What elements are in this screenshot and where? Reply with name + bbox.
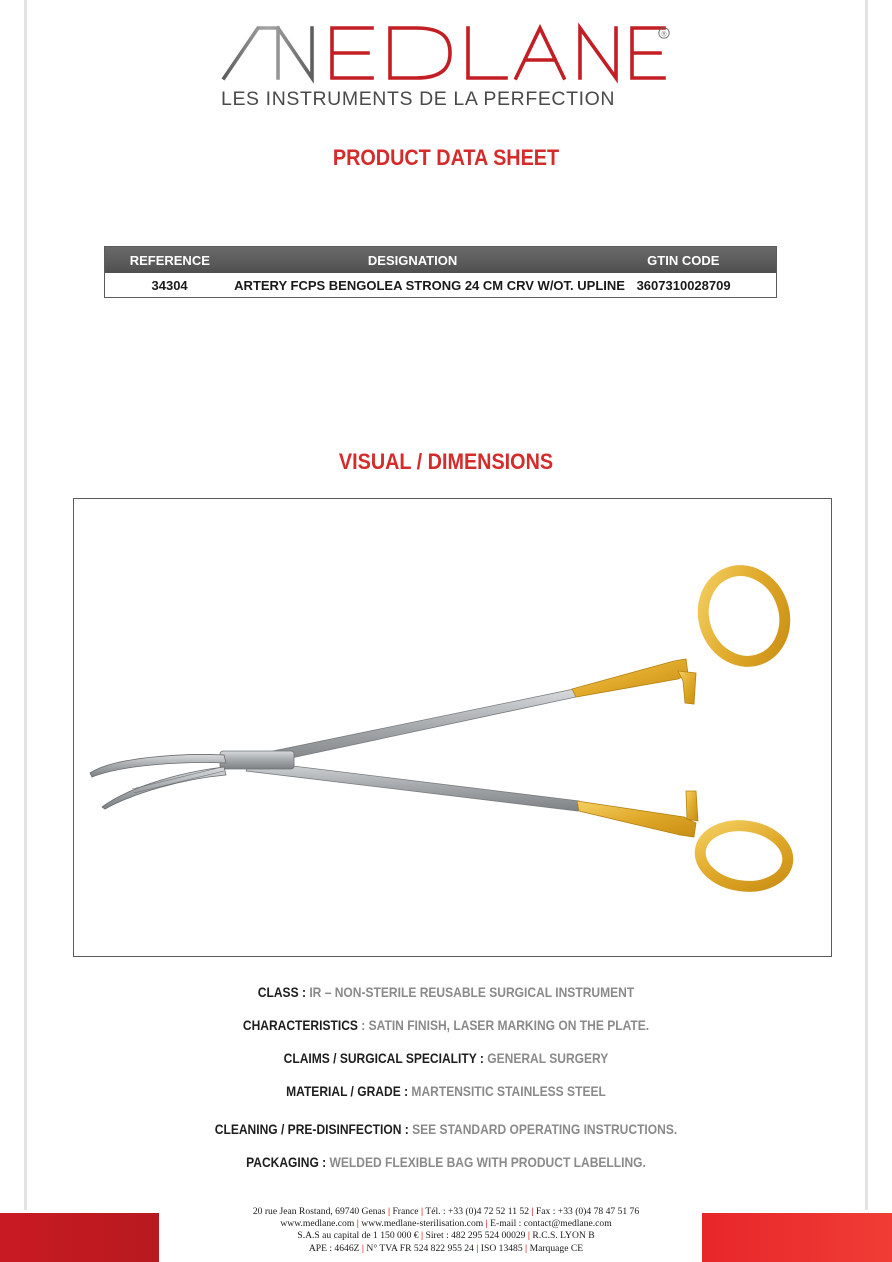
footer-registration-line: APE : 4646Z | N° TVA FR 524 822 955 24 | ISO 13485 | Marquage CE — [308, 1242, 584, 1254]
email-link[interactable]: E-mail : contact@medlane.com — [490, 1218, 612, 1230]
spec-claims: CLAIMS / SURGICAL SPECIALITY : GENERAL SURGERY — [283, 1050, 609, 1066]
header-reference: REFERENCE — [129, 252, 210, 268]
cell-designation: ARTERY FCPS BENGOLEA STRONG 24 CM CRV W/OT. UPLINE — [234, 277, 625, 293]
header-designation: DESIGNATION — [367, 252, 458, 268]
brand-tagline: LES INSTRUMENTS DE LA PERFECTION — [221, 88, 616, 110]
page-border-right — [865, 0, 868, 1210]
page-border-left — [24, 0, 27, 1210]
product-visual-frame — [73, 498, 832, 957]
footer-web-line: www.medlane.com | www.medlane-sterilisation.com | E-mail : contact@medlane.com — [280, 1218, 612, 1230]
cell-reference: 34304 — [151, 277, 188, 293]
footer-legal-line: S.A.S au capital de 1 150 000 € | Siret : 482 295 524 00029 | R.C.S. LYON B — [297, 1230, 595, 1242]
table-header-row — [105, 247, 776, 273]
table-row — [105, 273, 776, 297]
spec-material: MATERIAL / GRADE : MARTENSITIC STAINLESS STEEL — [286, 1083, 606, 1099]
header-gtin: GTIN CODE — [647, 252, 720, 268]
visual-section-title: VISUAL / DIMENSIONS — [338, 449, 554, 474]
forceps-illustration — [74, 499, 830, 955]
reference-table — [104, 246, 777, 298]
sterilisation-website-link[interactable]: www.medlane-sterilisation.com — [361, 1218, 484, 1230]
website-link[interactable]: www.medlane.com — [280, 1218, 355, 1230]
spec-cleaning: CLEANING / PRE-DISINFECTION : SEE STANDARD OPERATING INSTRUCTIONS. — [214, 1121, 678, 1137]
cell-gtin: 3607310028709 — [636, 277, 731, 293]
company-footer — [0, 1206, 892, 1255]
spec-characteristics: CHARACTERISTICS : SATIN FINISH, LASER MARKING ON THE PLATE. — [242, 1017, 650, 1033]
page-title: PRODUCT DATA SHEET — [332, 145, 560, 170]
spec-class: CLASS : IR – NON-STERILE REUSABLE SURGICAL INSTRUMENT — [257, 984, 635, 1000]
registered-mark: ® — [661, 31, 667, 39]
medlane-logo — [220, 22, 675, 86]
footer-address-line: 20 rue Jean Rostand, 69740 Genas | France | Tél. : +33 (0)4 72 52 11 52 | Fax : +33 (0)4 78 47 51 76 — [252, 1206, 640, 1217]
spec-packaging: PACKAGING : WELDED FLEXIBLE BAG WITH PRODUCT LABELLING. — [246, 1154, 646, 1170]
